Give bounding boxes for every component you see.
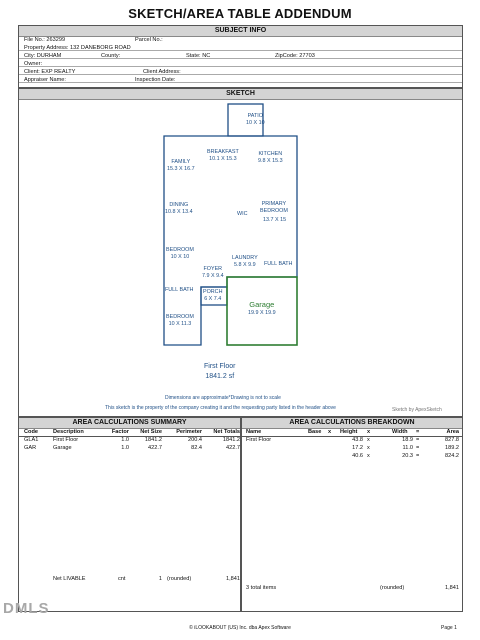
room-label: FAMILY 15.3 X 16.7 [167, 159, 195, 172]
col-description: Description [53, 429, 84, 435]
county-label: County: [101, 53, 121, 59]
floor-plan-drawing [19, 101, 462, 401]
col-width: Width [392, 429, 408, 435]
room-label: WIC [237, 211, 248, 217]
room-label: 13.7 X 15 [263, 217, 287, 223]
area-summary-header: AREA CALCULATIONS SUMMARY [19, 418, 240, 429]
col-base: Base [308, 429, 322, 435]
col-net-size: Net Size [140, 429, 162, 435]
room-label: LAUNDRY 5.8 X 9.9 [232, 255, 258, 268]
room-label: PORCH 6 X 7.4 [203, 289, 223, 302]
room-label: BEDROOM 10 X 11.3 [166, 314, 194, 327]
file-label: File No.: [24, 37, 45, 43]
col-x2: x [367, 429, 371, 435]
subject-info-panel [18, 25, 463, 88]
watermark-logo: DMLS [3, 600, 50, 617]
col-name: Name [246, 429, 262, 435]
room-label: DINING 10.8 X 13.4 [165, 202, 193, 215]
room-label: FOYER 7.9 X 9.4 [202, 266, 224, 279]
file-value: 263299 [46, 37, 66, 43]
zip-label: ZipCode: [275, 53, 298, 59]
sketch-panel [18, 88, 463, 417]
area-summary-panel: AREA CALCULATIONS SUMMARY Code Description Factor Net Size Perimeter Net Totals GLA1 First Floor 1.0 1841.2 200.4 1841.2 GAR Garage 1.0 422.7 82.4 422.7 Net LIVABLE cnt 1 (rounded) 1,841 [18, 417, 241, 612]
page-title: SKETCH/AREA TABLE ADDENDUM [128, 6, 352, 21]
sketch-note-property: This sketch is the property of the company creating it and the requesting party listed in the header above [105, 405, 336, 411]
col-factor: Factor [111, 429, 129, 435]
copyright-text: © iLOOKABOUT (US) Inc. dba Apex Software [189, 625, 291, 631]
sketch-note-scale: Dimensions are approximate*Drawing is not to scale [165, 395, 281, 401]
area-breakdown-header: AREA CALCULATIONS BREAKDOWN [242, 418, 462, 429]
col-area: Area [446, 429, 459, 435]
address-value: 132 DANEBORG ROAD [70, 45, 131, 51]
sketch-credit: Sketch by ApexSketch [392, 407, 442, 413]
owner-label: Owner: [24, 61, 43, 67]
col-equals: = [416, 429, 420, 435]
room-label: BEDROOM 10 X 10 [166, 247, 194, 260]
city-label: City: [24, 53, 36, 59]
client-address-label: Client Address: [143, 69, 181, 75]
zip-value: 27703 [299, 53, 315, 59]
room-label: PATIO 10 X 10 [246, 113, 265, 126]
col-code: Code [24, 429, 38, 435]
address-label: Property Address: [24, 45, 69, 51]
room-label: FULL BATH [264, 261, 293, 267]
city-value: DURHAM [36, 53, 62, 59]
inspection-label: Inspection Date: [135, 77, 176, 83]
col-x1: x [328, 429, 332, 435]
area-breakdown-panel: AREA CALCULATIONS BREAKDOWN Name Base x Height x Width = Area First Floor 43.8 x 18.9 = 827.8 17.2 x 11.0 = 189.2 40.6 x 20.3 = 824.2 3 total items (rounded) 1,841 [241, 417, 463, 612]
parcel-label: Parcel No.: [135, 37, 163, 43]
page-number: Page 1 [441, 625, 457, 631]
subject-info-header: SUBJECT INFO [19, 26, 462, 37]
state-value: NC [202, 53, 211, 59]
room-label: BREAKFAST 10.1 X 15.3 [207, 149, 239, 162]
state-label: State: [186, 53, 201, 59]
floor-area-label: First Floor 1841.2 sf [204, 363, 236, 380]
client-value: EXP REALTY [41, 69, 76, 75]
col-height: Height [340, 429, 358, 435]
col-perimeter: Perimeter [176, 429, 202, 435]
room-label: KITCHEN 9.8 X 15.3 [258, 151, 283, 164]
appraiser-label: Appraiser Name: [24, 77, 66, 83]
sketch-header: SKETCH [19, 89, 462, 100]
col-net-totals: Net Totals [213, 429, 240, 435]
garage-label: Garage 19.9 X 19.9 [248, 300, 276, 316]
room-label: FULL BATH [165, 287, 194, 293]
room-label: PRIMARY BEDROOM [260, 201, 288, 214]
client-label: Client: [24, 69, 40, 75]
